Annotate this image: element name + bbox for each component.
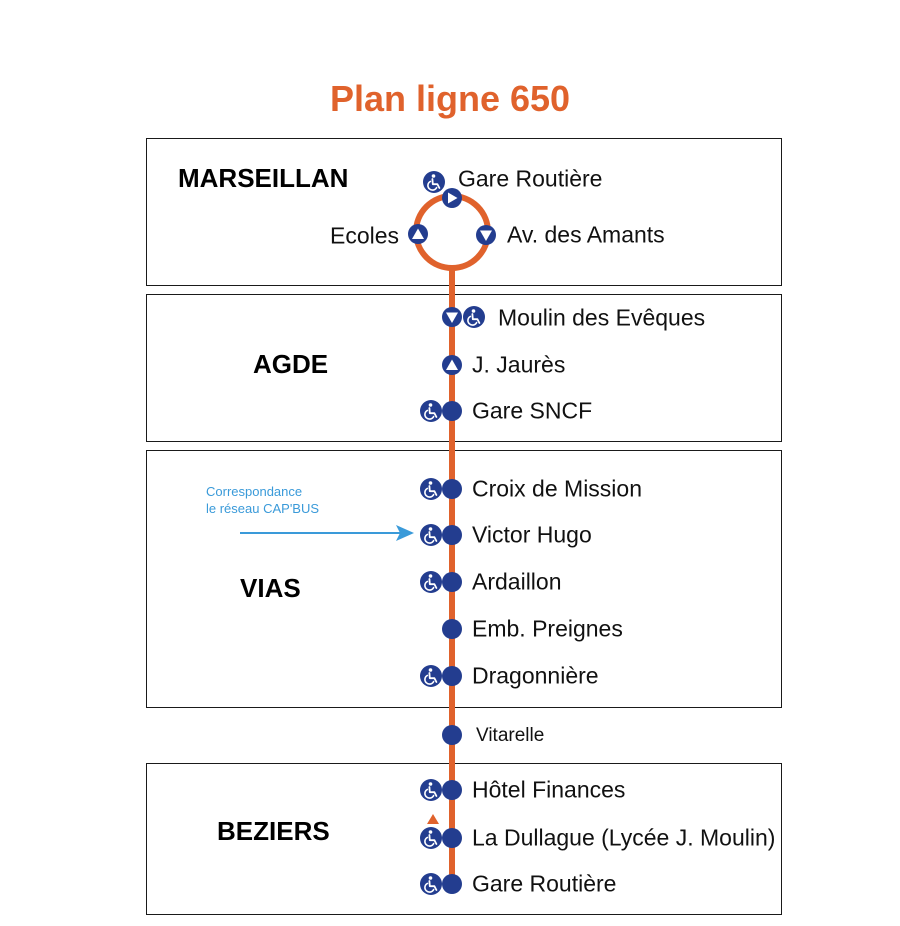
stop-label-ardaillon: Ardaillon [472,568,562,595]
stop-marker-dragonniere [442,666,462,686]
zone-label-marseillan: MARSEILLAN [178,163,349,193]
stop-marker-victor-hugo [442,525,462,545]
wheelchair-icon [420,827,442,849]
stop-marker-beziers-gare-routiere [442,874,462,894]
stop-marker-la-dullague [442,828,462,848]
zone-label-beziers: BEZIERS [217,816,330,846]
wheelchair-icon [420,571,442,593]
stop-marker-moulin-des-eveques [442,307,462,327]
stop-label-vitarelle: Vitarelle [476,725,545,746]
wheelchair-icon [420,524,442,546]
wheelchair-icon [420,873,442,895]
stop-label-la-dullague: La Dullague (Lycée J. Moulin) [472,824,776,851]
stop-label-beziers-gare-routiere: Gare Routière [472,870,617,897]
map-title: Plan ligne 650 [329,78,571,119]
stop-marker-av-des-amants [476,225,496,245]
stop-marker-ardaillon [442,572,462,592]
direction-arrow-icon [427,814,439,824]
stop-label-emb-preignes: Emb. Preignes [472,615,623,642]
stop-label-victor-hugo: Victor Hugo [472,521,592,548]
correspondence-note [206,483,319,517]
stop-label-moulin-des-eveques: Moulin des Evêques [498,304,706,331]
stop-label-hotel-finances: Hôtel Finances [472,776,626,803]
wheelchair-icon [420,478,442,500]
stop-label-j-jaures: J. Jaurès [472,351,566,378]
stop-marker-gare-sncf [442,401,462,421]
stop-label-dragonniere: Dragonnière [472,662,599,689]
stop-label-croix-de-mission: Croix de Mission [472,475,642,502]
stop-label-av-des-amants: Av. des Amants [507,221,665,248]
stop-marker-emb-preignes [442,619,462,639]
wheelchair-icon [423,171,445,193]
wheelchair-icon [463,306,485,328]
zone-label-vias: VIAS [240,573,301,603]
wheelchair-icon [420,779,442,801]
stop-label-marseillan-gare-routiere: Gare Routière [458,165,603,192]
stop-label-ecoles: Ecoles [330,222,400,249]
correspondence-arrow-icon [240,525,414,541]
stop-marker-j-jaures [442,355,462,375]
zone-label-agde: AGDE [253,349,329,379]
stop-label-gare-sncf: Gare SNCF [472,397,593,424]
stop-marker-hotel-finances [442,780,462,800]
stop-marker-vitarelle [442,725,462,745]
stop-marker-croix-de-mission [442,479,462,499]
wheelchair-icon [420,400,442,422]
correspondence-note-line-1: Correspondance [206,484,303,499]
correspondence-note-line-2: le réseau CAP'BUS [206,501,320,516]
wheelchair-icon [420,665,442,687]
stop-marker-ecoles [408,224,428,244]
